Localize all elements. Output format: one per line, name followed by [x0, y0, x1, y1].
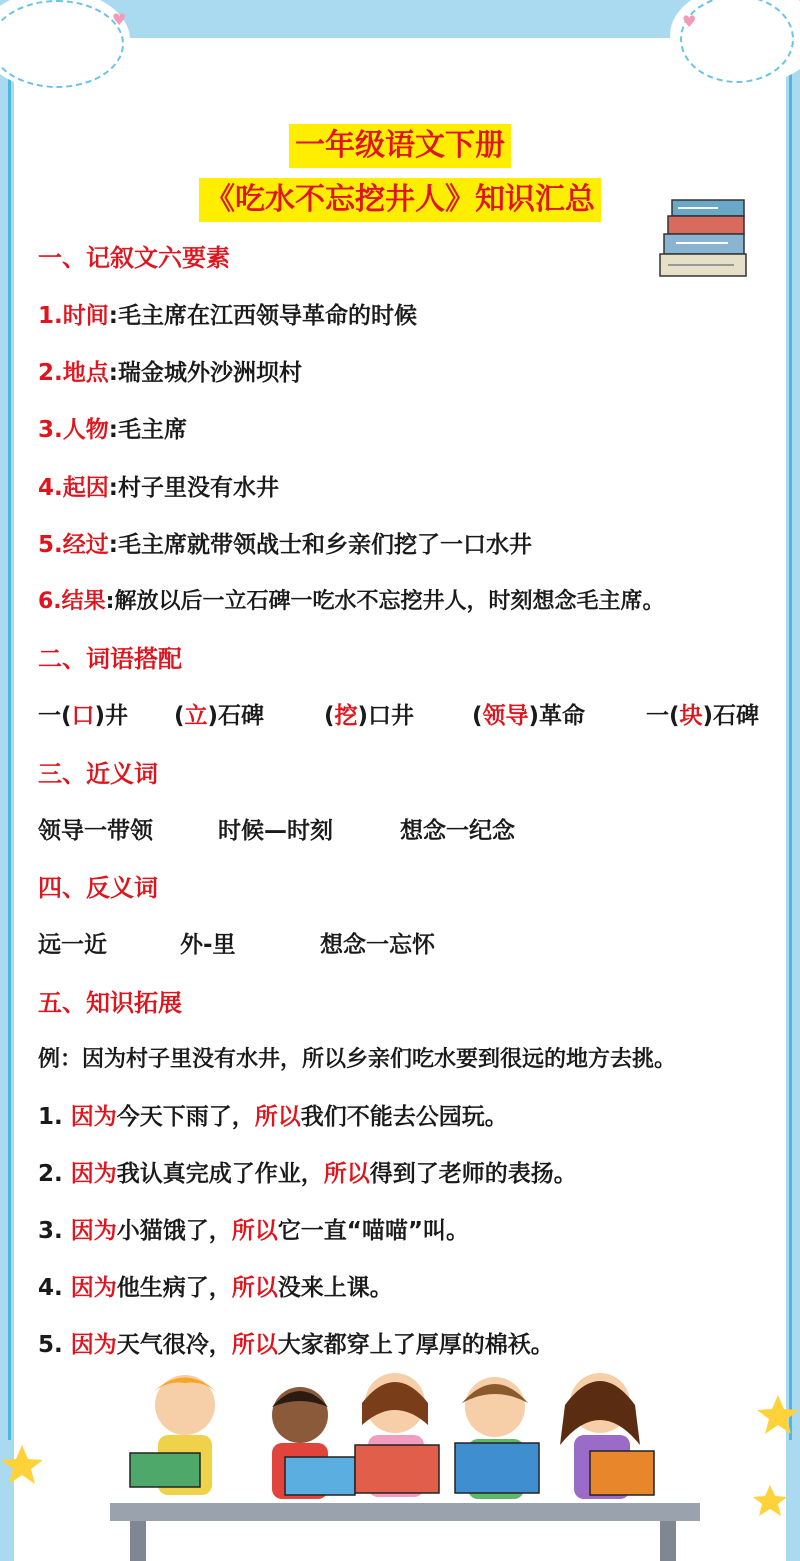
- example-sentence: 例：因为村子里没有水井，所以乡亲们吃水要到很远的地方去挑。: [38, 1047, 677, 1072]
- children-reading-illustration: [0, 1365, 800, 1561]
- stacked-books-icon: [658, 196, 754, 280]
- title-line-1: [0, 124, 800, 168]
- right-stripe: [789, 60, 792, 1440]
- synonym-item: 想念一纪念: [400, 818, 515, 844]
- sentence-item: 3. 因为小猫饿了，所以它一直“喵喵”叫。: [38, 1218, 469, 1244]
- word-pair: 一(块)石碑: [646, 703, 760, 729]
- list-item: 6.结果:解放以后一立石碑一吃水不忘挖井人，时刻想念毛主席。: [38, 589, 665, 614]
- list-item: 2.地点:瑞金城外沙洲坝村: [38, 360, 302, 386]
- word-pair: 一(口)井: [38, 703, 129, 729]
- sentence-item: 1. 因为今天下雨了，所以我们不能去公园玩。: [38, 1104, 508, 1130]
- section-heading: 三、近义词: [38, 760, 158, 788]
- word-pair: (立)石碑: [174, 703, 265, 729]
- heart-icon: ♥: [112, 10, 127, 29]
- list-item: 3.人物:毛主席: [38, 417, 187, 443]
- sentence-item: 4. 因为他生病了，所以没来上课。: [38, 1275, 393, 1301]
- title-text: 一年级语文下册: [289, 124, 511, 168]
- section-heading: 二、词语搭配: [38, 645, 182, 673]
- synonym-item: 领导一带领: [38, 818, 153, 844]
- word-pair: (领导)革命: [472, 703, 586, 729]
- antonym-item: 外-里: [180, 932, 236, 958]
- subtitle-text: 《吃水不忘挖井人》知识汇总: [199, 178, 601, 222]
- antonym-item: 想念一忘怀: [320, 932, 435, 958]
- sentence-item: 2. 因为我认真完成了作业，所以得到了老师的表扬。: [38, 1161, 577, 1187]
- section-heading: 五、知识拓展: [38, 989, 182, 1017]
- section-heading: 四、反义词: [38, 874, 158, 902]
- word-pair: (挖)口井: [324, 703, 415, 729]
- synonym-item: 时候—时刻: [218, 818, 333, 844]
- sentence-item: 5. 因为天气很冷，所以大家都穿上了厚厚的棉袄。: [38, 1332, 554, 1358]
- heart-icon: ♥: [682, 12, 697, 31]
- antonym-item: 远一近: [38, 932, 107, 958]
- list-item: 4.起因:村子里没有水井: [38, 475, 279, 501]
- list-item: 5.经过:毛主席就带领战士和乡亲们挖了一口水井: [38, 532, 532, 558]
- list-item: 1.时间:毛主席在江西领导革命的时候: [38, 303, 417, 329]
- left-stripe: [8, 60, 11, 1440]
- section-heading: 一、记叙文六要素: [38, 244, 230, 272]
